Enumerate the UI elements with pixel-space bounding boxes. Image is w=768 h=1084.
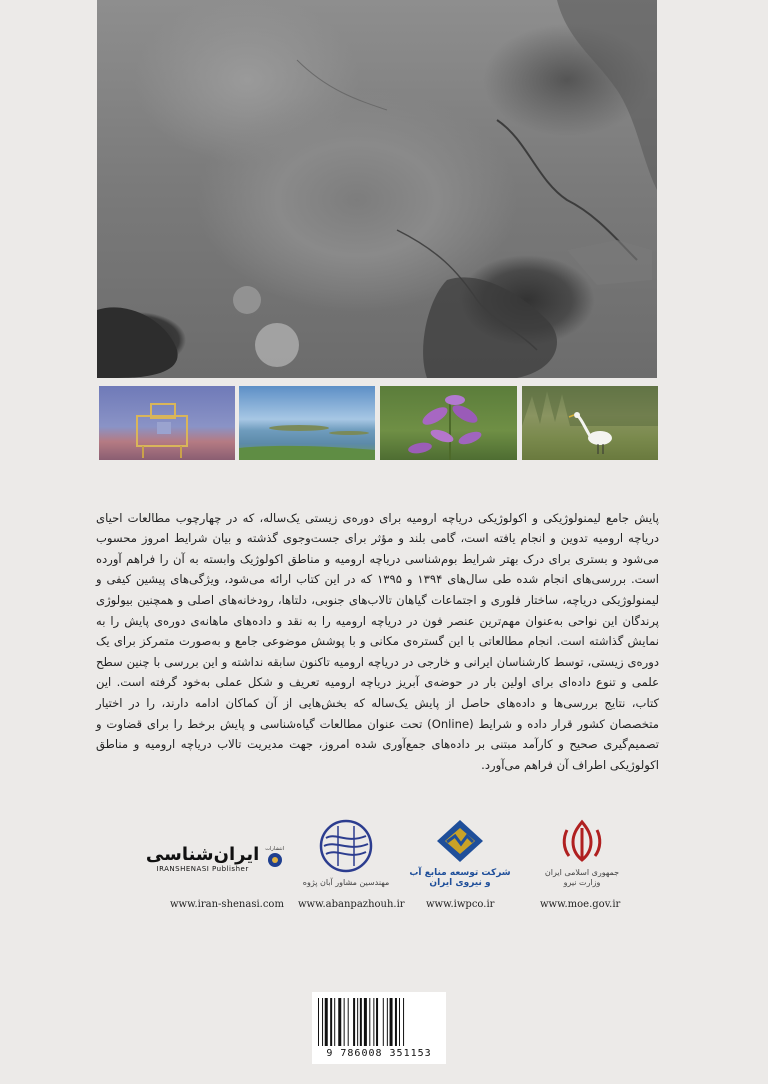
iwpco-url: www.iwpco.ir [426,899,495,910]
satellite-image [97,0,657,378]
iran-emblem-icon [559,818,605,864]
iranshenasi-logo [140,845,290,873]
book-description: پایش جامع لیمنولوژیکی و اکولوژیکی دریاچه ارومیه برای دوره‌ی زیستی یک‌ساله، که در چهارچوب مطالعات احیای دریاچه ارومیه تدوین و انجام یافته است، گامی بلند و مؤثر برای جست‌وجوی گذشته و بیان شرایط امروز محسوب می‌شود و بستری برای درک بهتر شرایط بوم‌شناسی دریاچه ارومیه و مناطق اکولوژیک وابسته به آن را فراهم آورده است. بررسی‌های انجام شده طی سال‌های ۱۳۹۴ و ۱۳۹۵ که در این کتاب ارائه می‌شود، ویژگی‌های پیشین کیفی و لیمنولوژیکی دریاچه، ساختار فلوری و اجتماعات گیاهان تالاب‌های جنوبی، دلتاها، رودخانه‌های اصلی و همچنین بیولوژی پرندگان این نواحی به‌عنوان مهم‌ترین عنصر فون در دریاچه ارومیه را به نقد و داده‌های ماهانه‌ی دوره‌ی پایش را به نمایش گذاشته است. انجام مطالعاتی با این گستره‌ی مکانی و با پوشش موضوعی جامع و به‌صورت متمرکز برای یک دوره‌ی زیستی، توسط کارشناسان ایرانی و خارجی در دریاچه ارومیه تاکنون سابقه نداشته و این بررسی با چنین سطح علمی و تنوع داده‌ای برای اولین بار در حوضه‌ی آبریز دریاچه ارومیه تعریف و شکل عملی به‌خود گرفته است. این کتاب، نتایج بررسی‌ها و داده‌های حاصل از پایش یک‌ساله که بخش‌هایی از آن کماکان ادامه دارند، را در اختیار متخصصان کشور قرار داده و شرایط (Online) تحت عنوان مطالعات گیاه‌شناسی و پایش برخط را برای قضاوت و تصمیم‌گیری صحیح و کارآمد مبتنی بر داده‌های جمع‌آوری شده امروز، جهت مدیریت تالاب دریاچه ارومیه و مناطق اکولوژیکی اطراف آن فراهم می‌آورد. [96,510,659,772]
moe-url: www.moe.gov.ir [540,899,621,910]
iwpco-logo [405,818,515,888]
photo-monitoring-station [99,386,235,460]
aban-name: مهندسین مشاور آبان پژوه [302,878,390,887]
iranshenasi-small-label: انتشارات [265,846,285,852]
iwpco-diamond-icon [435,818,485,864]
iranshenasi-url: www.iran-shenasi.com [170,899,284,910]
barcode-bar [357,998,358,1046]
barcode-bar [376,998,378,1046]
barcode-bar [334,998,335,1046]
barcode-bar [403,998,404,1046]
barcode-bar [373,998,374,1046]
iwpco-name: شرکت توسعه منابع آب و نیروی ایران [409,868,511,888]
aban-logo [296,818,396,888]
aban-url: www.abanpazhouh.ir [298,899,405,910]
barcode-bar [364,998,367,1046]
barcode-bar [383,998,384,1046]
barcode-bar [353,998,355,1046]
iranshenasi-emblem-icon [267,852,283,868]
moe-name-line1: جمهوری اسلامی ایران [544,868,620,877]
barcode-bar [360,998,362,1046]
barcode-bar [330,998,332,1046]
barcode-bar [369,998,370,1046]
barcode-bar [318,998,319,1046]
barcode-bar [348,998,349,1046]
barcode-bar [390,998,393,1046]
moe-name-line2: وزارت نیرو [563,878,601,887]
photo-purple-flower [380,386,517,460]
barcode-bar [344,998,345,1046]
isbn-barcode [312,992,446,1064]
photo-lake-shore [239,386,375,460]
photo-egret [522,386,658,460]
iranshenasi-latin: IRANSHENASI Publisher [156,865,249,873]
moe-logo [537,818,627,888]
isbn-number: 9 786008 351153 [326,1048,432,1059]
aban-globe-icon [318,818,374,874]
barcode-bar [325,998,328,1046]
barcode-bar [395,998,397,1046]
barcode-bar [399,998,400,1046]
barcode-bar [387,998,388,1046]
iranshenasi-wordmark: ایران‌شناسی [145,844,260,865]
barcode-bar [322,998,323,1046]
barcode-bar [338,998,341,1046]
